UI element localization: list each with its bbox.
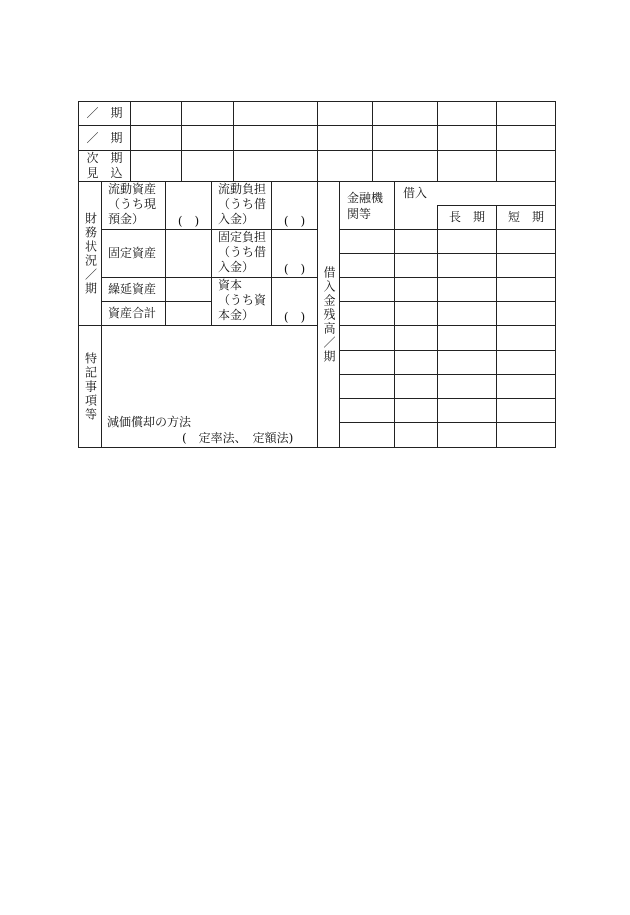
current-liabilities-line: 流動負担 bbox=[218, 182, 267, 196]
period-value-cell bbox=[317, 101, 373, 126]
loan-long-term-cell bbox=[437, 301, 497, 326]
loan-long-term-cell bbox=[437, 229, 497, 254]
period-label-text: ／ 期 bbox=[86, 130, 123, 145]
loan-short-term-cell bbox=[496, 350, 556, 375]
period-value-cell bbox=[181, 125, 234, 151]
short-term-header bbox=[496, 205, 556, 230]
next-period-forecast-label bbox=[78, 150, 131, 182]
loan-short-term-cell bbox=[496, 325, 556, 351]
current-liabilities-line: 入金） bbox=[218, 212, 255, 226]
loan-institution-cell bbox=[339, 374, 395, 399]
loan-short-term-cell bbox=[496, 301, 556, 326]
special-notes-label bbox=[78, 325, 102, 448]
fixed-assets-label bbox=[101, 229, 166, 278]
period-value-cell bbox=[437, 150, 497, 182]
current-liabilities-line: （うち借 bbox=[218, 197, 267, 211]
period-value-cell bbox=[317, 150, 373, 182]
period-row-label bbox=[78, 125, 131, 151]
special-notes-label-text: 特記事項等 bbox=[83, 351, 98, 422]
loan-borrowing-cell bbox=[394, 253, 438, 278]
loan-short-term-cell bbox=[496, 253, 556, 278]
current-assets-label bbox=[101, 181, 166, 230]
deferred-assets-value bbox=[165, 277, 212, 302]
current-assets-line: 預金） bbox=[108, 212, 145, 226]
loan-short-term-cell bbox=[496, 398, 556, 423]
institution-header-line: 金融機 bbox=[347, 190, 384, 205]
forecast-label-line: 次 期 bbox=[86, 151, 123, 165]
loan-balance-label-text: 借入金残高／期 bbox=[322, 265, 336, 364]
loan-short-term-cell bbox=[496, 229, 556, 254]
loan-institution-cell bbox=[339, 422, 395, 448]
total-assets-value bbox=[165, 301, 212, 326]
loan-short-term-cell bbox=[496, 374, 556, 399]
current-liabilities-value bbox=[271, 181, 318, 230]
loan-borrowing-cell bbox=[394, 301, 438, 326]
fixed-liabilities-value bbox=[271, 229, 318, 278]
current-assets-value bbox=[165, 181, 212, 230]
current-liabilities-label bbox=[211, 181, 272, 230]
financial-status-label-text: 財務状況／期 bbox=[83, 211, 98, 296]
total-assets-label bbox=[101, 301, 166, 326]
loan-institution-cell bbox=[339, 253, 395, 278]
loan-institution-cell bbox=[339, 350, 395, 375]
loan-borrowing-cell bbox=[394, 374, 438, 399]
loan-institution-cell bbox=[339, 398, 395, 423]
fixed-liabilities-line: （うち借 bbox=[218, 245, 267, 259]
loan-borrowing-cell bbox=[394, 229, 438, 254]
borrowing-header-text: 借入 bbox=[403, 186, 428, 200]
deferred-assets-label bbox=[101, 277, 166, 302]
loan-borrowing-cell bbox=[394, 325, 438, 351]
period-value-cell bbox=[233, 150, 318, 182]
loan-long-term-cell bbox=[437, 422, 497, 448]
period-value-cell bbox=[372, 125, 438, 151]
period-value-cell bbox=[496, 150, 556, 182]
period-value-cell bbox=[372, 101, 438, 126]
institution-header bbox=[339, 181, 395, 230]
fixed-assets-text: 固定資産 bbox=[108, 246, 157, 260]
cash-deposits-bracket: ( ) bbox=[177, 214, 200, 228]
period-value-cell bbox=[496, 101, 556, 126]
loan-long-term-cell bbox=[437, 350, 497, 375]
capital-value bbox=[271, 277, 318, 326]
loan-long-term-cell bbox=[437, 277, 497, 302]
capital-label bbox=[211, 277, 272, 326]
borrowings-bracket: ( ) bbox=[283, 214, 306, 228]
loan-long-term-cell bbox=[437, 398, 497, 423]
period-value-cell bbox=[130, 101, 182, 126]
special-notes-body bbox=[101, 325, 318, 448]
loan-borrowing-cell bbox=[394, 422, 438, 448]
period-value-cell bbox=[437, 101, 497, 126]
long-term-header bbox=[437, 205, 497, 230]
share-capital-bracket: ( ) bbox=[283, 310, 306, 324]
forecast-label-line: 見 込 bbox=[86, 166, 123, 180]
period-value-cell bbox=[496, 125, 556, 151]
loan-institution-cell bbox=[339, 277, 395, 302]
period-value-cell bbox=[233, 125, 318, 151]
loan-long-term-cell bbox=[437, 325, 497, 351]
period-value-cell bbox=[317, 125, 373, 151]
borrowings-bracket: ( ) bbox=[283, 262, 306, 276]
capital-line: （うち資 bbox=[218, 293, 267, 307]
loan-borrowing-cell bbox=[394, 277, 438, 302]
loan-institution-cell bbox=[339, 325, 395, 351]
loan-long-term-cell bbox=[437, 374, 497, 399]
period-value-cell bbox=[181, 150, 234, 182]
short-term-header-text: 短 期 bbox=[507, 210, 544, 224]
period-label-text: ／ 期 bbox=[86, 106, 123, 120]
capital-line: 資本 bbox=[218, 278, 243, 292]
period-value-cell bbox=[233, 101, 318, 126]
loan-short-term-cell bbox=[496, 422, 556, 448]
loan-short-term-cell bbox=[496, 277, 556, 302]
deferred-assets-text: 繰延資産 bbox=[108, 282, 157, 296]
depreciation-method-label: 減価償却の方法 bbox=[107, 415, 192, 429]
institution-header-line: 関等 bbox=[347, 206, 372, 221]
loan-borrowing-cell bbox=[394, 350, 438, 375]
fixed-liabilities-line: 入金） bbox=[218, 260, 255, 274]
financial-status-label bbox=[78, 181, 102, 326]
loan-institution-cell bbox=[339, 229, 395, 254]
loan-institution-cell bbox=[339, 301, 395, 326]
fixed-liabilities-line: 固定負担 bbox=[218, 230, 267, 244]
capital-line: 本金） bbox=[218, 308, 255, 322]
long-term-header-text: 長 期 bbox=[448, 210, 485, 224]
period-value-cell bbox=[181, 101, 234, 126]
current-assets-line: 流動資産 bbox=[108, 182, 157, 196]
period-value-cell bbox=[372, 150, 438, 182]
depreciation-method-options: ( 定率法、 定額法) bbox=[182, 431, 294, 445]
period-value-cell bbox=[437, 125, 497, 151]
current-assets-line: （うち現 bbox=[108, 197, 157, 211]
fixed-liabilities-label bbox=[211, 229, 272, 278]
period-value-cell bbox=[130, 150, 182, 182]
loan-borrowing-cell bbox=[394, 398, 438, 423]
fixed-assets-value bbox=[165, 229, 212, 278]
period-value-cell bbox=[130, 125, 182, 151]
loan-balance-label bbox=[317, 181, 340, 448]
loan-long-term-cell bbox=[437, 253, 497, 278]
total-assets-text: 資産合計 bbox=[108, 306, 157, 320]
period-row-label bbox=[78, 101, 131, 126]
